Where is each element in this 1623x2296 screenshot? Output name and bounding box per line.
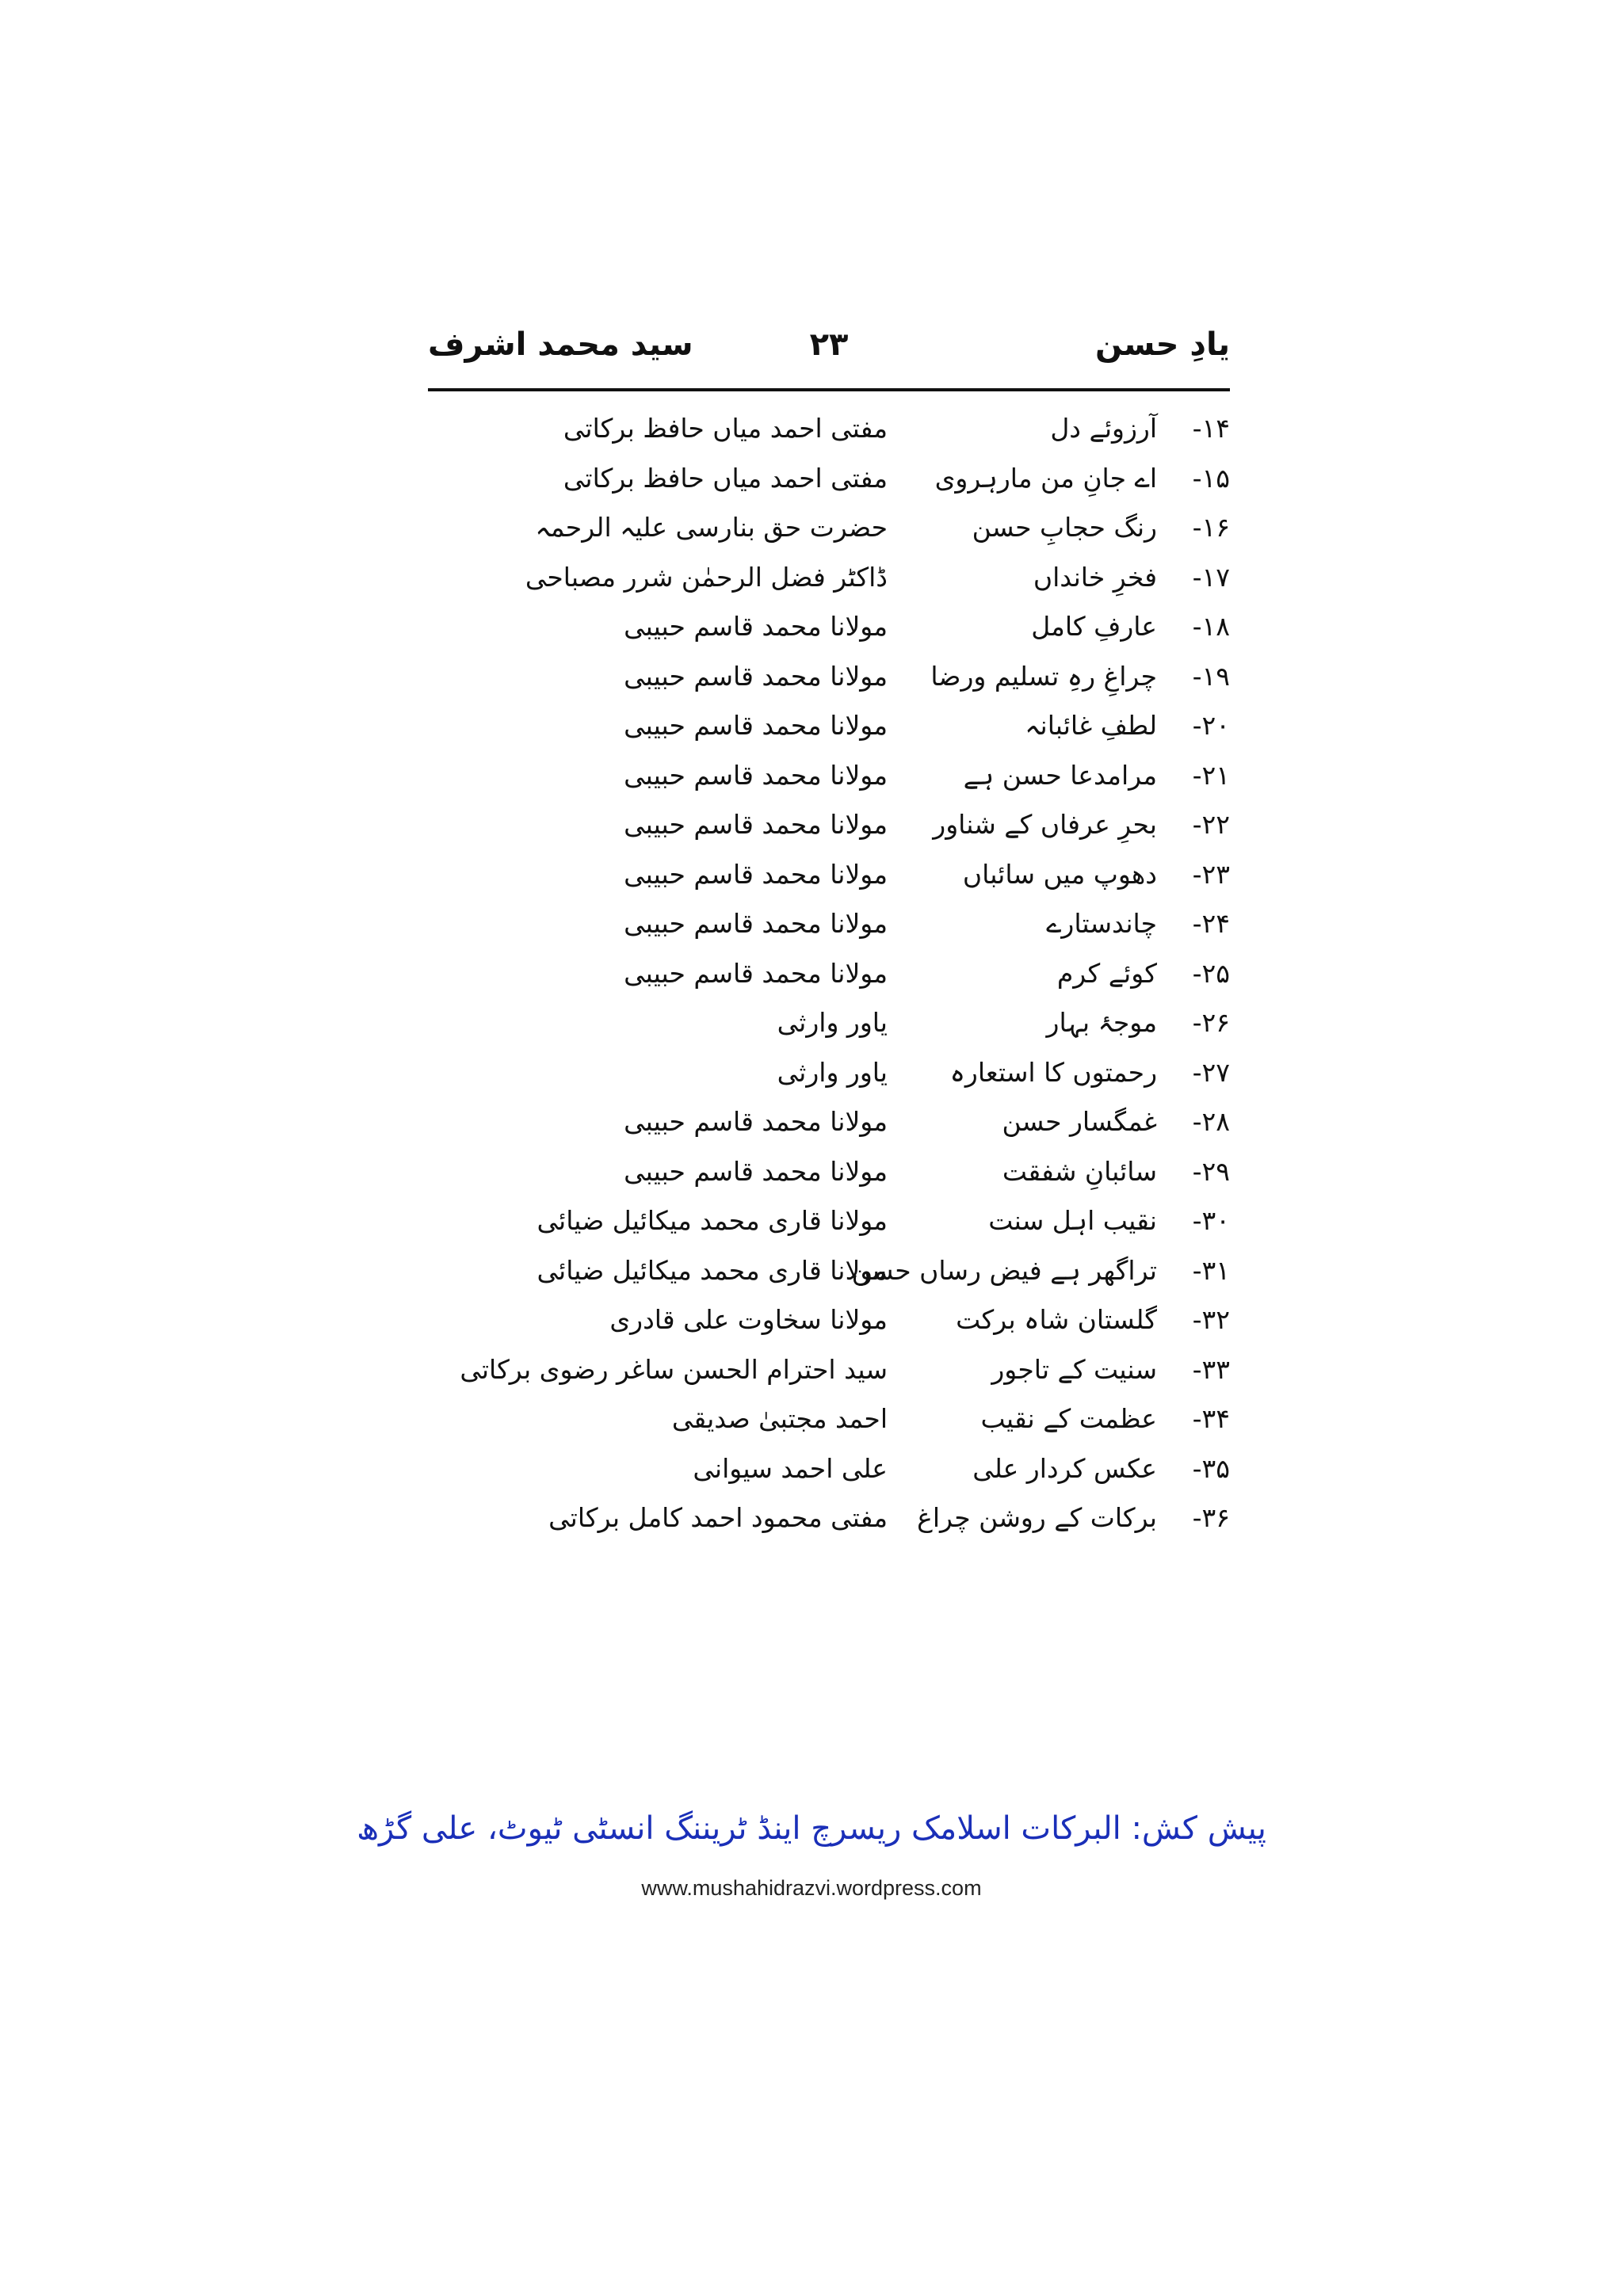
entry-author: مولانا محمد قاسم حبیبی [624, 809, 888, 840]
entry-title: لطفِ غائبانہ [1025, 710, 1157, 741]
list-item [358, 1097, 1230, 1147]
entry-author: مولانا محمد قاسم حبیبی [624, 908, 888, 939]
entry-number: ۱۵- [1192, 462, 1230, 494]
entry-number: ۱۷- [1192, 561, 1230, 593]
entry-author: مولانا قاری محمد میکائیل ضیائی [537, 1254, 888, 1286]
entry-author: سید احترام الحسن ساغر رضوی برکاتی [460, 1353, 888, 1385]
header-rule [428, 388, 1230, 391]
entry-author: مولانا محمد قاسم حبیبی [624, 1155, 888, 1187]
entry-author: مولانا محمد قاسم حبیبی [624, 1106, 888, 1137]
entry-number: ۱۹- [1192, 660, 1230, 692]
entry-title: رنگ حجابِ حسن [972, 512, 1157, 543]
entry-title: سنیت کے تاجور [991, 1353, 1157, 1385]
entry-number: ۱۸- [1192, 611, 1230, 642]
entry-number: ۲۹- [1192, 1155, 1230, 1187]
page-number: ۲۳ [809, 326, 849, 363]
list-item [358, 1246, 1230, 1296]
entry-number: ۲۳- [1192, 858, 1230, 890]
list-item [358, 899, 1230, 949]
entry-author: مفتی محمود احمد کامل برکاتی [548, 1502, 888, 1533]
contents-list [358, 404, 1230, 1543]
entry-title: عارفِ کامل [1031, 611, 1157, 642]
entry-number: ۲۰- [1192, 710, 1230, 741]
entry-number: ۲۴- [1192, 908, 1230, 939]
entry-title: عظمت کے نقیب [980, 1403, 1157, 1434]
entry-number: ۳۲- [1192, 1304, 1230, 1335]
book-title: یادِ حسن [1094, 326, 1230, 363]
entry-title: اے جانِ من مارہروی [934, 462, 1157, 494]
entry-title: کوئے کرم [1056, 957, 1157, 989]
list-item [358, 1295, 1230, 1345]
list-item [358, 602, 1230, 652]
list-item [358, 1345, 1230, 1395]
entry-number: ۲۵- [1192, 957, 1230, 989]
entry-author: مولانا محمد قاسم حبیبی [624, 759, 888, 791]
author-name: سید محمد اشرف [428, 326, 693, 363]
list-item [358, 1147, 1230, 1197]
list-item [358, 800, 1230, 850]
entry-number: ۳۱- [1192, 1254, 1230, 1286]
list-item [358, 1444, 1230, 1494]
entry-title: موجۂ بہار [1046, 1007, 1157, 1038]
list-item [358, 1493, 1230, 1543]
entry-number: ۱۴- [1192, 413, 1230, 444]
presented-by-note: پیش کش: البرکات اسلامک ریسرچ اینڈ ٹریننگ انسٹی ٹیوٹ، علی گڑھ [357, 1810, 1266, 1847]
list-item [358, 404, 1230, 454]
entry-number: ۲۲- [1192, 809, 1230, 840]
entry-author: یاور وارثی [777, 1056, 888, 1088]
entry-number: ۳۶- [1192, 1502, 1230, 1533]
page-header [428, 317, 1230, 393]
entry-author: مولانا محمد قاسم حبیبی [624, 858, 888, 890]
entry-author: یاور وارثی [777, 1007, 888, 1038]
list-item [358, 1196, 1230, 1246]
entry-number: ۱۶- [1192, 512, 1230, 543]
entry-number: ۳۴- [1192, 1403, 1230, 1434]
entry-author: مولانا محمد قاسم حبیبی [624, 710, 888, 741]
entry-title: چراغِ رہِ تسلیم ورضا [930, 660, 1157, 692]
list-item [358, 949, 1230, 999]
entry-author: مفتی احمد میاں حافظ برکاتی [563, 462, 888, 494]
entry-author: احمد مجتبیٰ صدیقی [671, 1403, 888, 1434]
list-item [358, 998, 1230, 1048]
entry-author: مولانا سخاوت علی قادری [609, 1304, 888, 1335]
entry-title: نقیب اہل سنت [988, 1205, 1157, 1236]
entry-title: غمگسار حسن [1002, 1106, 1157, 1137]
list-item [358, 503, 1230, 553]
list-item [358, 652, 1230, 702]
entry-title: آرزوئے دل [1050, 413, 1157, 444]
list-item [358, 1394, 1230, 1444]
list-item [358, 454, 1230, 504]
list-item [358, 1048, 1230, 1098]
entry-number: ۲۱- [1192, 759, 1230, 791]
entry-title: گلستان شاہ برکت [956, 1304, 1157, 1335]
website-link[interactable]: www.mushahidrazvi.wordpress.com [641, 1876, 982, 1900]
entry-title: دھوپ میں سائباں [962, 858, 1157, 890]
entry-author: مولانا محمد قاسم حبیبی [624, 660, 888, 692]
entry-number: ۲۶- [1192, 1007, 1230, 1038]
entry-number: ۳۳- [1192, 1353, 1230, 1385]
entry-number: ۳۰- [1192, 1205, 1230, 1236]
list-item [358, 850, 1230, 900]
entry-author: حضرت حق بنارسی علیہ الرحمہ [535, 512, 888, 543]
list-item [358, 751, 1230, 801]
entry-title: سائبانِ شفقت [1002, 1155, 1157, 1187]
entry-title: مرامدعا حسن ہے [963, 759, 1157, 791]
entry-title: چاندستارے [1046, 908, 1157, 939]
entry-author: مولانا محمد قاسم حبیبی [624, 957, 888, 989]
list-item [358, 553, 1230, 603]
entry-title: بحرِ عرفاں کے شناور [933, 809, 1157, 840]
entry-author: مفتی احمد میاں حافظ برکاتی [563, 413, 888, 444]
entry-title: تراگھر ہے فیض رساں حسن [851, 1254, 1157, 1286]
entry-title: عکس کردار علی [972, 1452, 1157, 1484]
entry-title: برکات کے روشن چراغ [917, 1502, 1157, 1533]
entry-title: فخرِ خانداں [1033, 561, 1157, 593]
list-item [358, 701, 1230, 751]
entry-author: مولانا قاری محمد میکائیل ضیائی [537, 1205, 888, 1236]
entry-author: ڈاکٹر فضل الرحمٰن شرر مصباحی [525, 561, 888, 593]
entry-number: ۲۷- [1192, 1056, 1230, 1088]
entry-number: ۲۸- [1192, 1106, 1230, 1137]
entry-number: ۳۵- [1192, 1452, 1230, 1484]
entry-author: مولانا محمد قاسم حبیبی [624, 611, 888, 642]
entry-title: رحمتوں کا استعارہ [949, 1056, 1157, 1088]
entry-author: علی احمد سیوانی [693, 1452, 888, 1484]
